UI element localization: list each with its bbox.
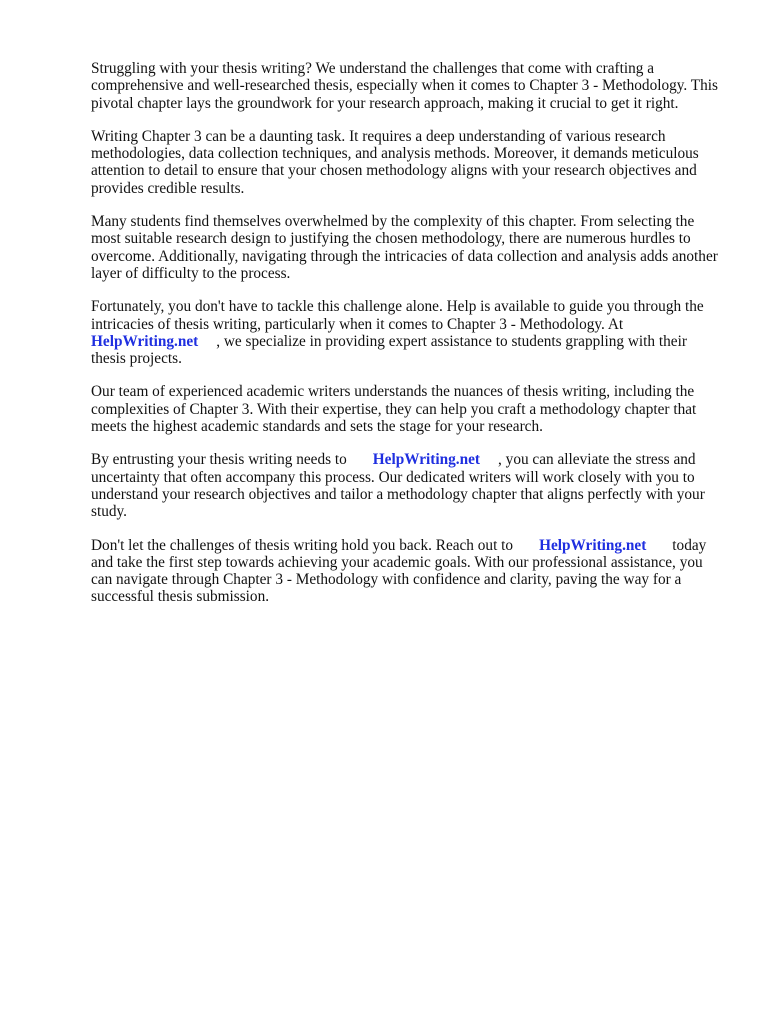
paragraph-text: , you can alleviate the stress and uncertainty that often accompany this process. Our dedicated writers will work closely with you to understand your research objectives and tailor a methodology chapter that aligns perfectly with your study.	[91, 451, 705, 521]
document-body	[91, 60, 721, 622]
paragraph-text: today and take the first step towards achieving your academic goals. With our professional assistance, you can navigate through Chapter 3 - Methodology with confidence and clarity, paving the way for a successful thesis submission.	[91, 536, 707, 606]
paragraph-text: Many students find themselves overwhelmed by the complexity of this chapter. From selecting the most suitable research design to justifying the chosen methodology, there are numerous hurdles to overcome. Additionally, navigating through the intricacies of data collection and analysis adds another layer of difficulty to the process.	[91, 213, 718, 282]
entrust-paragraph	[91, 451, 721, 520]
intro-paragraph	[91, 60, 721, 112]
complexity-paragraph	[91, 213, 721, 282]
helpwriting-link[interactable]: HelpWriting.net	[539, 536, 647, 554]
paragraph-text: Fortunately, you don't have to tackle this challenge alone. Help is available to guide you through the intricacies of thesis writing, particularly when it comes to Chapter 3 - Methodology. At	[91, 298, 704, 333]
paragraph-text: Don't let the challenges of thesis writing hold you back. Reach out to	[91, 536, 514, 554]
paragraph-text: Struggling with your thesis writing? We understand the challenges that come with crafting a comprehensive and well-researched thesis, especially when it comes to Chapter 3 - Methodology. This pivotal chapter lays the groundwork for your research approach, making it crucial to get it right.	[91, 60, 718, 112]
paragraph-text: , we specialize in providing expert assistance to students grappling with their thesis projects.	[91, 332, 687, 368]
paragraph-text: Writing Chapter 3 can be a daunting task. It requires a deep understanding of various research methodologies, data collection techniques, and analysis methods. Moreover, it demands meticulous attention to detail to ensure that your chosen methodology aligns with your research objectives and provides credible results.	[91, 127, 699, 197]
helpwriting-link[interactable]: HelpWriting.net	[372, 451, 481, 469]
help-paragraph	[91, 298, 721, 367]
team-paragraph	[91, 383, 721, 435]
challenge-paragraph	[91, 128, 721, 197]
helpwriting-link[interactable]: HelpWriting.net	[91, 332, 199, 350]
paragraph-text: Our team of experienced academic writers understands the nuances of thesis writing, including the complexities of Chapter 3. With their expertise, they can help you craft a methodology chapter that meets the highest academic standards and sets the stage for your research.	[91, 383, 697, 436]
paragraph-text: By entrusting your thesis writing needs to	[91, 451, 347, 469]
closing-paragraph	[91, 537, 721, 606]
